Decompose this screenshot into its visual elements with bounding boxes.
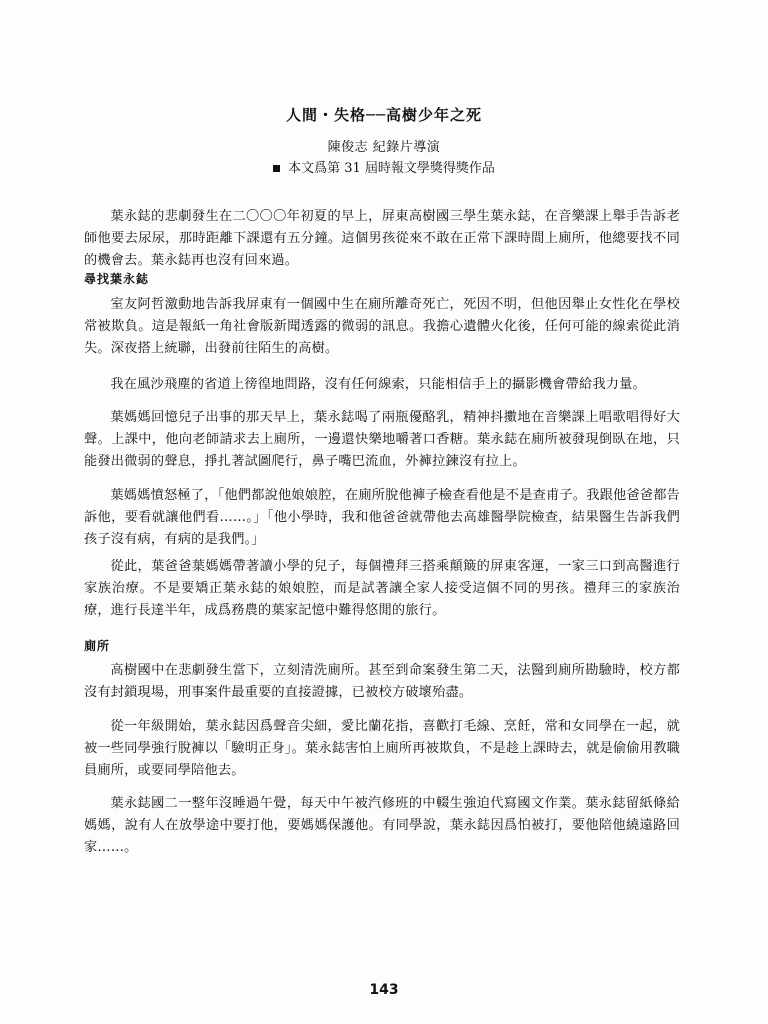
paragraph: 葉永鋕國二一整年沒睡過午覺，每天中午被汽修班的中輟生強迫代寫國文作業。葉永鋕留紙條給媽媽，說有人在放學途中要打他，要媽媽保護他。有同學說，葉永鋕因爲怕被打，要他陪他繞遠路回家……。	[84, 796, 680, 855]
square-bullet-icon	[273, 165, 280, 172]
paragraph: 高樹國中在悲劇發生當下，立刻清洗廁所。甚至到命案發生第二天，法醫到廁所勘驗時，校方都沒有封鎖現場，刑事案件最重要的直接證據，已被校方破壞殆盡。	[84, 663, 680, 700]
paragraph: 葉永鋕的悲劇發生在二〇〇〇年初夏的早上，屏東高樹國三學生葉永鋕，在音樂課上舉手告訴老師他要去尿尿，那時距離下課還有五分鐘。這個男孩從來不敢在正常下課時間上廁所，他總要找不同的機會去。葉永鋕再也沒有回來過。	[84, 209, 680, 268]
award-note	[0, 157, 768, 176]
paragraph: 葉媽媽回憶兒子出事的那天早上，葉永鋕喝了兩瓶優酪乳，精神抖擻地在音樂課上唱歌唱得好大聲。上課中，他向老師請求去上廁所，一邊還快樂地嚼著口香糖。葉永鋕在廁所被發現倒臥在地，只能發出微弱的聲息，掙扎著試圖爬行，鼻子嘴巴流血，外褲拉鍊沒有拉上。	[84, 410, 680, 469]
page-number: 143	[369, 982, 399, 998]
section-heading-toilet: 廁所	[84, 639, 111, 653]
paragraph: 葉媽媽憤怒極了，「他們都說他娘娘腔，在廁所脫他褲子檢查看他是不是查甫子。我跟他爸爸都告訴他，要看就讓他們看……。」「他小學時，我和他爸爸就帶他去高雄醫學院檢查，結果醫生告訴我們孩子沒有病，有病的是我們。」	[84, 488, 680, 547]
article-author: 陳俊志 紀錄片導演	[327, 140, 441, 155]
paragraph: 從此，葉爸爸葉媽媽帶著讀小學的兒子，每個禮拜三搭乘顛簸的屏東客運，一家三口到高醫進行家族治療。不是要矯正葉永鋕的娘娘腔，而是試著讓全家人接受這個不同的男孩。禮拜三的家族治療，進行長達半年，成爲務農的葉家記憶中難得悠閒的旅行。	[84, 559, 680, 618]
article-title: 人間・失格──高樹少年之死	[285, 106, 483, 124]
award-text: 本文爲第 31 屆時報文學獎得獎作品	[288, 161, 495, 176]
paragraph: 室友阿哲激動地告訴我屏東有一個國中生在廁所離奇死亡，死因不明，但他因舉止女性化在學校常被欺負。這是報紙一角社會版新聞透露的微弱的訊息。我擔心遺體火化後，任何可能的線索從此消失。深夜搭上統聯，出發前往陌生的高樹。	[84, 297, 680, 356]
paragraph: 我在風沙飛塵的省道上徬徨地問路，沒有任何線索，只能相信手上的攝影機會帶給我力量。	[110, 377, 646, 392]
section-heading-search: 尋找葉永鋕	[84, 272, 150, 286]
paragraph: 從一年級開始，葉永鋕因爲聲音尖細，愛比蘭花指，喜歡打毛線、烹飪，常和女同學在一起，就被一些同學強行脫褲以「驗明正身」。葉永鋕害怕上廁所再被欺負，不是趁上課時去，就是偷偷用教職員廁所，或要同學陪他去。	[84, 719, 680, 778]
